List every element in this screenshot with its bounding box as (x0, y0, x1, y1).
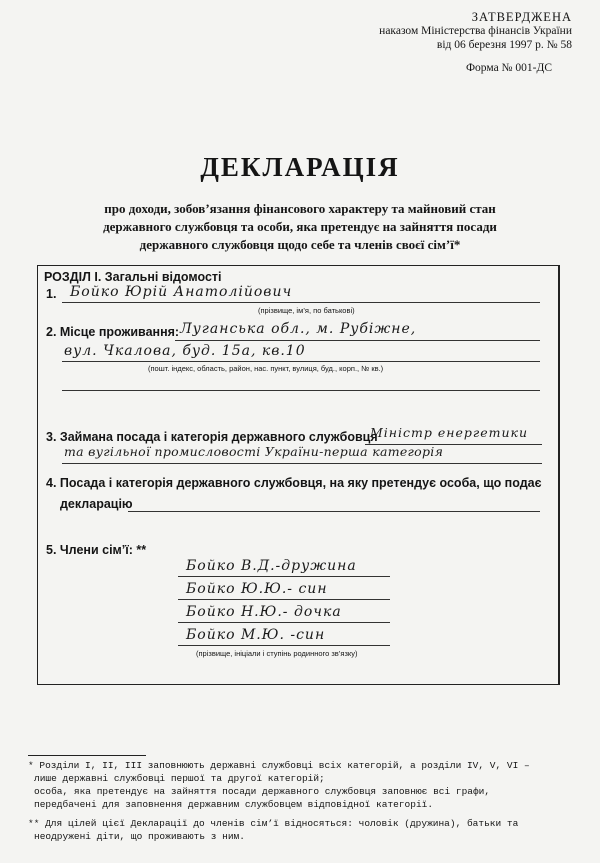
subtitle-line-2: державного службовця та особи, яка претендує на зайняття посади (103, 219, 497, 234)
subtitle-line-3: державного службовця щодо себе та членів своєї сім’ї* (139, 237, 461, 252)
family-member-4[interactable]: Бойко М.Ю. -син (186, 627, 326, 643)
approval-stamp (379, 10, 572, 52)
field-4-label-2: декларацію (60, 497, 133, 511)
family-member-3[interactable]: Бойко Н.Ю.- дочка (186, 604, 342, 620)
footnote-1-line-4: передбачені для заповнення державним службовцем відповідної категорії. (34, 799, 434, 810)
field-1-number: 1. (46, 287, 57, 301)
field-5-label: 5. Члени сім’ї: ** (46, 543, 147, 557)
family-underline-1 (178, 576, 390, 577)
family-member-1[interactable]: Бойко В.Д.-дружина (186, 558, 357, 574)
target-position-underline (128, 511, 540, 512)
field-4-label-1: 4. Посада і категорія державного службовця, на яку претендує особа, що подає (46, 476, 542, 490)
date-line: від 06 березня 1997 р. № 58 (436, 39, 572, 51)
footnote-1-line-2: лише державні службовці першої та другої категорій; (34, 773, 325, 784)
section-heading (44, 270, 222, 284)
footnote-1-line-1: * Розділи I, II, III заповнюють державні службовці всіх категорій, а розділи IV, V, VI – (28, 760, 530, 771)
family-underline-2 (178, 599, 390, 600)
residence-caption: (пошт. індекс, область, район, нас. пункт, вулиця, буд., корп., № кв.) (148, 364, 384, 373)
family-underline-4 (178, 645, 390, 646)
full-name-value[interactable]: Бойко Юрій Анатолійович (70, 284, 293, 300)
subtitle (40, 200, 560, 254)
family-member-2[interactable]: Бойко Ю.Ю.- син (186, 581, 328, 597)
form-number: Форма № 001-ДС (465, 62, 552, 74)
position-value-2[interactable]: та вугільної промисловості України-перша категорія (64, 444, 444, 459)
family-underline-3 (178, 622, 390, 623)
residence-underline-3 (62, 390, 540, 391)
section-heading-rest: Загальні відомості (104, 270, 222, 284)
footnote-1-line-3: особа, яка претендує на зайняття посади державного службовця заповнює всі графи, (34, 786, 491, 797)
footnote-2-line-1: ** Для цілей цієї Декларації до членів сім’ї відносяться: чоловік (дружина), батьки та (28, 818, 519, 829)
footnote-2-line-2: неодружені діти, що проживають з ним. (34, 831, 245, 842)
approved-label: ЗАТВЕРДЖЕНА (471, 10, 572, 24)
field-3-label: 3. Займана посада і категорія державного службовця (46, 430, 378, 444)
family-caption: (прізвище, ініціали і ступінь родинного зв’язку) (196, 649, 358, 658)
residence-underline-2 (62, 361, 540, 362)
position-value-1[interactable]: Міністр енергетики (370, 425, 529, 440)
order-line: наказом Міністерства фінансів України (379, 25, 572, 37)
residence-value-2[interactable]: вул. Чкалова, буд. 15а, кв.10 (64, 343, 306, 359)
residence-value-1[interactable]: Луганська обл., м. Рубіжне, (180, 321, 417, 337)
full-name-caption: (прізвище, ім’я, по батькові) (258, 306, 355, 315)
section-heading-num: РОЗДІЛ I. (44, 270, 102, 284)
footnote-separator (28, 755, 146, 756)
full-name-underline (62, 302, 540, 303)
field-2-label: 2. Місце проживання: (46, 325, 180, 339)
subtitle-line-1: про доходи, зобов’язання фінансового характеру та майновий стан (104, 201, 496, 216)
residence-underline-1 (175, 340, 540, 341)
position-underline-2 (62, 463, 542, 464)
page-title: ДЕКЛАРАЦІЯ (200, 152, 400, 182)
